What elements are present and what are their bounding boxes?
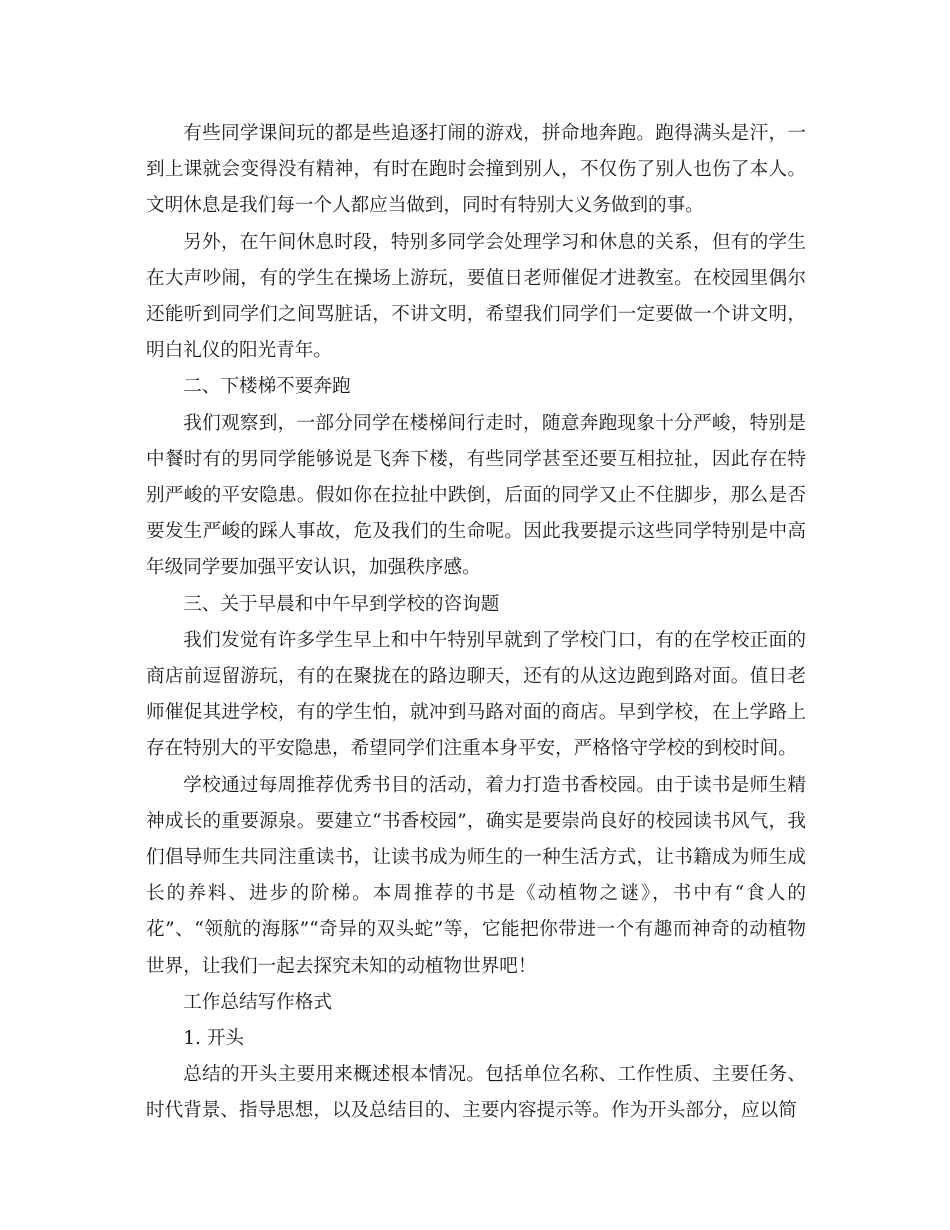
document-body	[146, 116, 806, 1130]
section-heading-early-arrival: 三、关于早晨和中午早到学校的咨询题	[183, 593, 500, 615]
paragraph-classroom-play: 有些同学课间玩的都是些追逐打闹的游戏，拼命地奔跑。跑得满头是汗，一到上课就会变得没有精神，有时在跑时会撞到别人，不仅伤了别人也伤了本人。文明休息是我们每一个人都应当做到，同时有特别大义务做到的事。	[146, 123, 806, 217]
paragraph-early-arrival: 我们发觉有许多学生早上和中午特别早就到了学校门口，有的在学校正面的商店前逗留游玩，有的在聚拢在的路边聊天，还有的从这边跑到路对面。值日老师催促其进学校，有的学生怕，就冲到马路对面的商店。早到学校，在上学路上存在特别大的平安隐患，希望同学们注重本身平安，严格恪守学校的到校时间。	[146, 629, 806, 760]
heading-opening: 1. 开头	[183, 1028, 245, 1050]
paragraph-book-recommendation: 学校通过每周推荐优秀书目的活动，着力打造书香校园。由于读书是师生精神成长的重要源泉。要建立“书香校园”，确实是要崇尚良好的校园读书风气，我们倡导师生共同注重读书，让读书成为师生的一种生活方式，让书籍成为师生成长的养料、进步的阶梯。本周推荐的书是《动植物之谜》，书中有“食人的花”、“领航的海豚”“奇异的双头蛇”等，它能把你带进一个有趣而神奇的动植物世界，让我们一起去探究未知的动植物世界吧！	[146, 774, 806, 977]
heading-summary-format: 工作总结写作格式	[183, 991, 332, 1013]
paragraph-noon-break: 另外，在午间休息时段，特别多同学会处理学习和休息的关系，但有的学生在大声吵闹，有的学生在操场上游玩，要值日老师催促才进教室。在校园里偶尔还能听到同学们之间骂脏话，不讲文明，希望我们同学们一定要做一个讲文明，明白礼仪的阳光青年。	[146, 231, 806, 362]
section-heading-stairs: 二、下楼梯不要奔跑	[183, 376, 351, 398]
paragraph-opening: 总结的开头主要用来概述根本情况。包括单位名称、工作性质、主要任务、时代背景、指导思想，以及总结目的、主要内容提示等。作为开头部分，应以简	[146, 1064, 806, 1122]
paragraph-stairs: 我们观察到，一部分同学在楼梯间行走时，随意奔跑现象十分严峻，特别是中餐时有的男同学能够说是飞奔下楼，有些同学甚至还要互相拉扯，因此存在特别严峻的平安隐患。假如你在拉扯中跌倒，后面的同学又止不住脚步，那么是否要发生严峻的踩人事故，危及我们的生命呢。因此我要提示这些同学特别是中高年级同学要加强平安认识，加强秩序感。	[146, 412, 806, 579]
